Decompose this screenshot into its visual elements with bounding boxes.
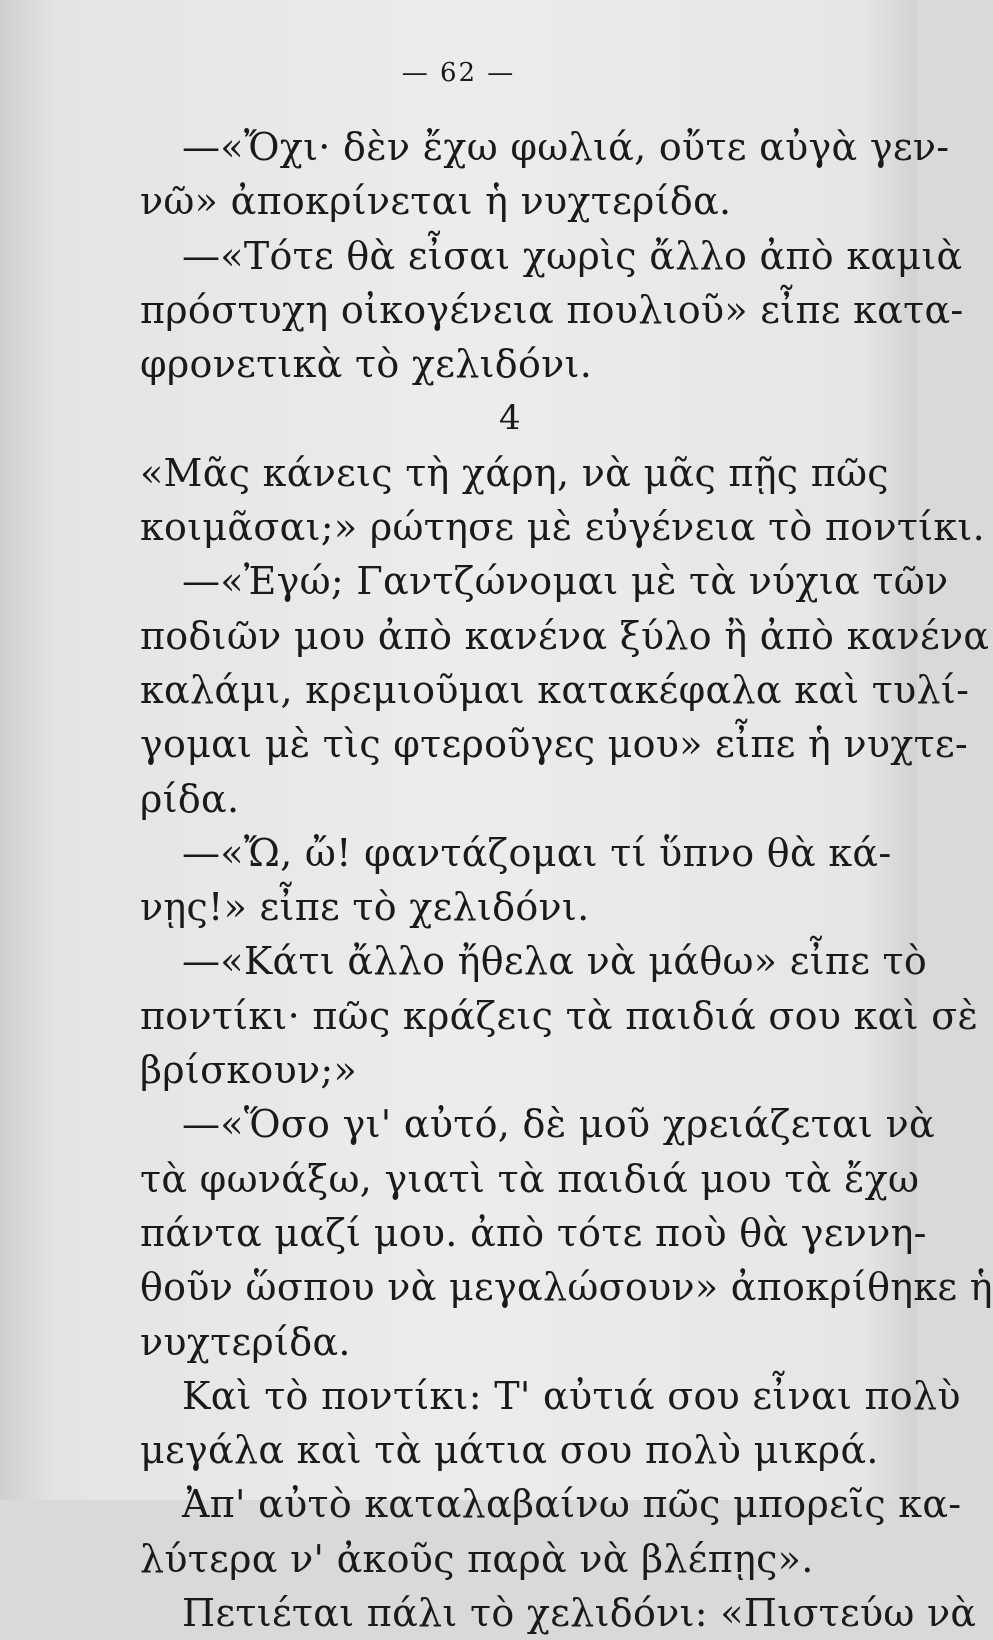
text-line: μεγάλα καὶ τὰ μάτια σου πολὺ μικρά.: [140, 1428, 879, 1473]
text-line: —«Κάτι ἄλλο ἤθελα νὰ μάθω» εἶπε τὸ: [182, 939, 928, 984]
text-line: πρόστυχη οἰκογένεια πουλιοῦ» εἶπε κατα-: [140, 287, 964, 332]
page-number: — 62 —: [401, 58, 516, 88]
text-line: —«Ὤ, ὤ! φαντάζομαι τί ὕπνο θὰ κά-: [182, 830, 892, 875]
text-line: πάντα μαζί μου. ἀπὸ τότε ποὺ θὰ γεννη-: [140, 1210, 927, 1255]
text-line: νυχτερίδα.: [140, 1319, 351, 1364]
text-line: ποδιῶν μου ἀπὸ κανένα ξύλο ἢ ἀπὸ κανένα: [140, 613, 990, 658]
text-line: βρίσκουν;»: [140, 1048, 358, 1093]
text-line: φρονετικὰ τὸ χελιδόνι.: [140, 342, 593, 387]
text-line: ρίδα.: [140, 776, 240, 821]
text-line: νῃς!» εἶπε τὸ χελιδόνι.: [140, 885, 590, 930]
text-line: Καὶ τὸ ποντίκι: Τ' αὐτιά σου εἶναι πολὺ: [182, 1373, 961, 1418]
text-line: καλάμι, κρεμιοῦμαι κατακέφαλα καὶ τυλί-: [140, 667, 970, 712]
section-number: 4: [499, 398, 521, 439]
text-line: —«Ἐγώ; Γαντζώνομαι μὲ τὰ νύχια τῶν: [182, 559, 949, 604]
text-line: Ἀπ' αὐτὸ καταλαβαίνω πῶς μπορεῖς κα-: [182, 1482, 962, 1527]
text-line: ποντίκι· πῶς κράζεις τὰ παιδιά σου καὶ σὲ: [140, 993, 979, 1038]
text-line: τὰ φωνάξω, γιατὶ τὰ παιδιά μου τὰ ἔχω: [140, 1156, 920, 1201]
text-line: λύτερα ν' ἀκοῦς παρὰ νὰ βλέπῃς».: [140, 1536, 814, 1581]
text-line: Πετιέται πάλι τὸ χελιδόνι: «Πιστεύω νὰ: [182, 1591, 977, 1636]
text-line: κοιμᾶσαι;» ρώτησε μὲ εὐγένεια τὸ ποντίκι.: [140, 505, 985, 550]
text-line: —«Ὄχι· δὲν ἔχω φωλιά, οὔτε αὐγὰ γεν-: [182, 125, 950, 169]
text-line: —«Ὅσο γι' αὐτό, δὲ μοῦ χρειάζεται νὰ: [182, 1102, 935, 1147]
text-line: γομαι μὲ τὶς φτεροῦγες μου» εἶπε ἡ νυχτε-: [140, 722, 969, 767]
text-line: «Μᾶς κάνεις τὴ χάρη, νὰ μᾶς πῇς πῶς: [140, 450, 889, 495]
text-line: —«Τότε θὰ εἶσαι χωρὶς ἄλλο ἀπὸ καμιὰ: [182, 233, 963, 278]
page-text: [140, 120, 993, 1640]
text-line: νῶ» ἀποκρίνεται ἡ νυχτερίδα.: [140, 179, 732, 224]
text-line: θοῦν ὥσπου νὰ μεγαλώσουν» ἀποκρίθηκε ἡ: [140, 1265, 993, 1310]
